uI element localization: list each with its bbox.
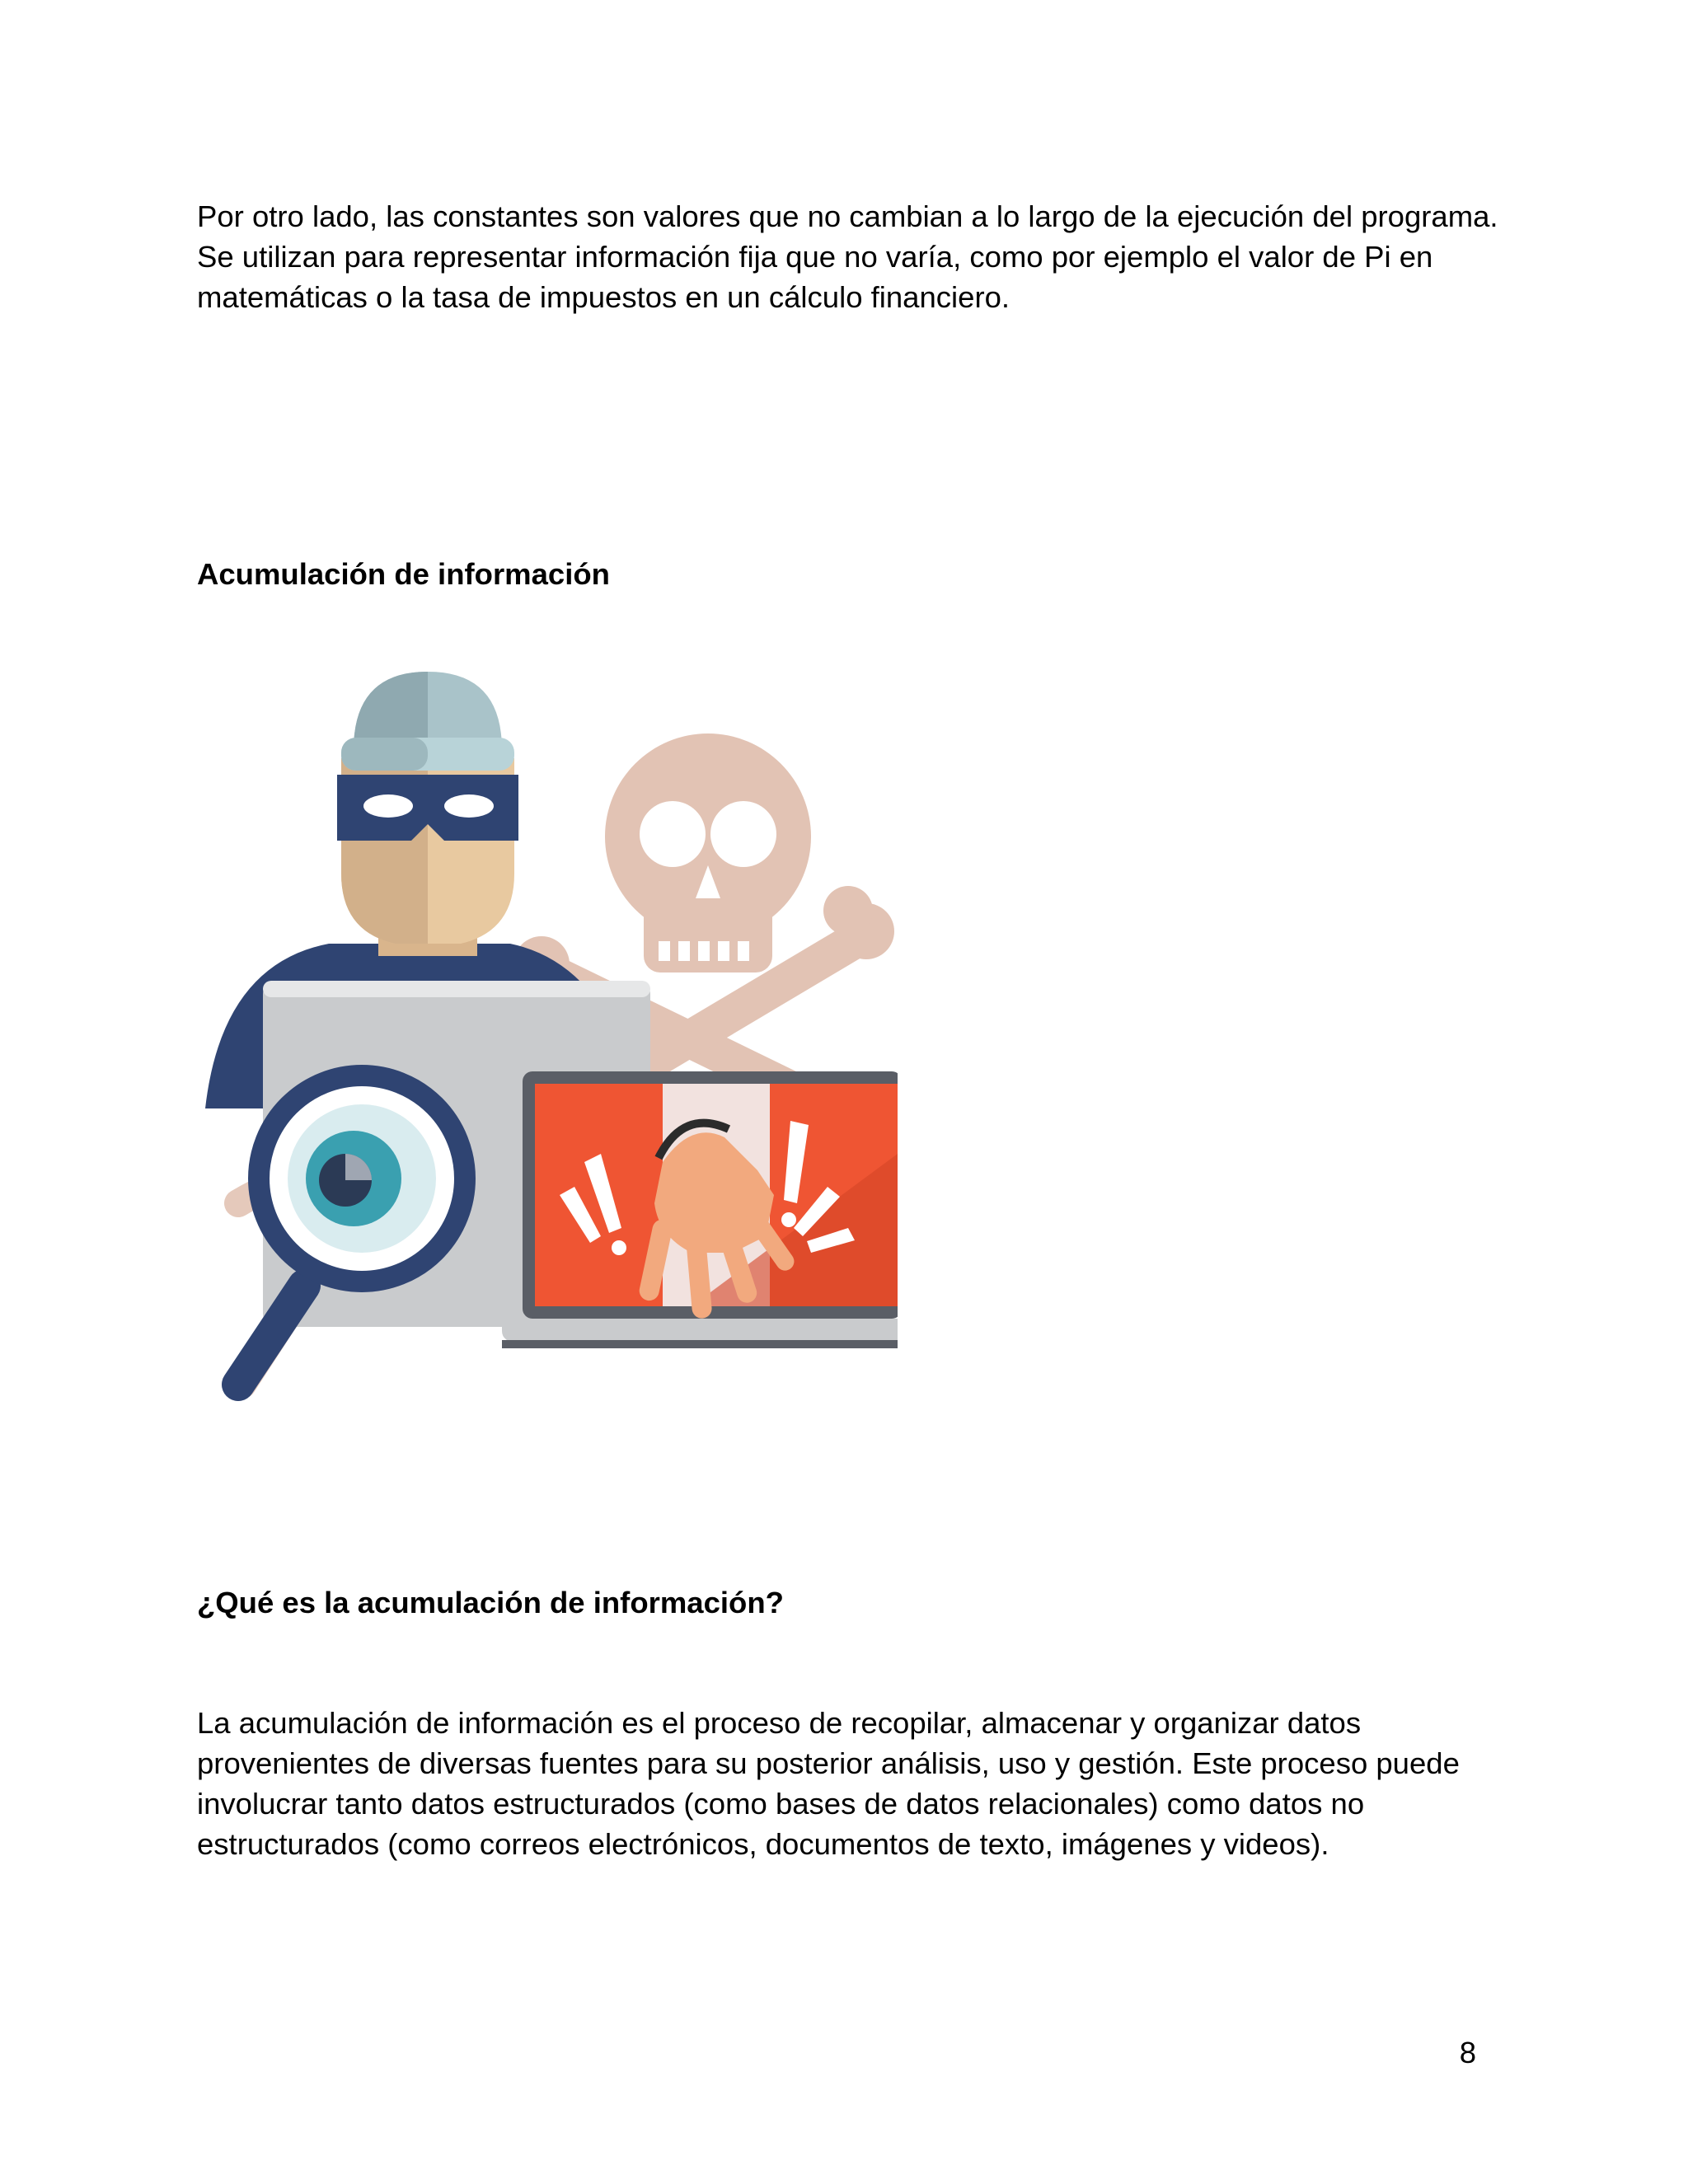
magnifier-icon [238,1076,465,1385]
section-heading: Acumulación de información [197,557,610,591]
paragraph-constants: Por otro lado, las constantes son valores que no cambian a lo largo de la ejecución del programa. Se utilizan para representar información fija que no varía, como por ejemplo el valor de Pi en matemáticas o la tasa de impuestos en un cálculo financiero. [197,199,1498,314]
laptop-front-icon [502,1071,898,1348]
paragraph-definition: La acumulación de información es el proceso de recopilar, almacenar y organizar datos provenientes de diversas fuentes para su posterior análisis, uso y gestión. Este proceso puede involucrar tanto datos estructurados (como bases de datos relacionales) como datos no estructurados (como correos electrónicos, documentos de texto, imágenes y videos). [197,1706,1460,1861]
page-number: 8 [1459,2036,1476,2069]
question-heading: ¿Qué es la acumulación de información? [197,1586,784,1619]
hacker-illustration [197,659,898,1401]
